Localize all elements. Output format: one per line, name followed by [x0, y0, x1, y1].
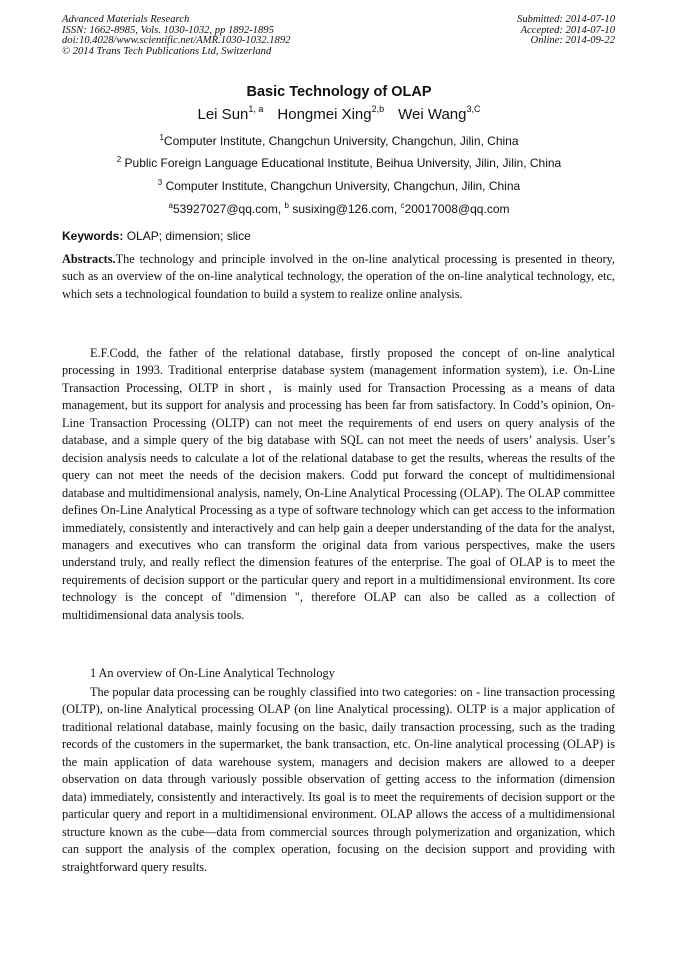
affiliation-3	[0, 178, 678, 193]
affiliation-marker: 3	[157, 178, 163, 187]
author-name: Hongmei Xing	[277, 106, 372, 123]
section-paragraph: The popular data processing can be roughly classified into two categories: on - line transaction processing (OLTP), on-line Analytical processing OLAP (on line Analytical processing). OLTP is a major application of traditional relational database, mainly focusing on the basic, daily transaction processing, such as the trading records of the customers in the supermarket, the bank transaction, etc. On-line analytical processing (OLAP) is the main application of data warehouse system, managers and decision makers are allowed to a deeper observation on data through variously possible observation of getting access to the information (dimension data) immediately, consistently and interactively. Its goal is to meet the requirements of decision support or the particular query and report in a multidimensional environment. OLAP allows the access of a multidimensional structure known as the cube—data from commercial sources through polymerization and organization, which can support the analysis of the complex operation, focusing on the decision support and providing with straightforward query results.	[62, 685, 615, 874]
author-name: Wei Wang	[398, 106, 467, 123]
email-list	[0, 201, 678, 216]
doi-line: doi:10.4028/www.scientific.net/AMR.1030-1032.1892	[62, 35, 291, 47]
submitted-date: Submitted: 2014-07-10	[517, 14, 615, 25]
dates-header	[517, 15, 615, 47]
affiliation-marker: 1	[159, 133, 164, 142]
email-address: susixing@126.com,	[289, 202, 401, 216]
affiliation-text: Computer Institute, Changchun University, Changchun, Jilin, China	[162, 179, 521, 193]
affiliation-text: Public Foreign Language Educational Institute, Beihua University, Jilin, Jilin, China	[121, 156, 562, 170]
abstract-label: Abstracts.	[62, 252, 116, 266]
email-address: 20017008@qq.com	[404, 202, 510, 216]
keywords	[62, 229, 251, 243]
author-superscript: 1, a	[248, 104, 264, 114]
abstract-text: The technology and principle involved in the on-line analytical processing is presented in theory, such as an overview of the on-line analytical technology, the operation of the on-line analytical technology, etc, which sets a technological foundation to build a system to realize online analysis.	[62, 252, 615, 301]
paper-title: Basic Technology of OLAP	[246, 84, 432, 100]
journal-header	[62, 15, 290, 57]
author-superscript: 2,b	[371, 104, 385, 114]
author-name: Lei Sun	[197, 106, 249, 123]
email-marker: b	[284, 201, 289, 210]
journal-name: Advanced Materials Research	[62, 14, 190, 25]
section-heading: 1 An overview of On-Line Analytical Technology	[90, 666, 335, 680]
affiliation-1	[0, 133, 678, 148]
accepted-date: Accepted: 2014-07-10	[520, 24, 615, 36]
email-marker: c	[400, 201, 405, 210]
copyright-line: © 2014 Trans Tech Publications Ltd, Switzerland	[62, 45, 272, 57]
author-superscript: 3,C	[466, 104, 481, 114]
email-address: 53927027@qq.com,	[172, 202, 285, 216]
affiliation-2	[0, 155, 678, 170]
online-date: Online: 2014-09-22	[530, 35, 615, 47]
keywords-text: OLAP; dimension; slice	[123, 229, 251, 243]
author-list	[0, 105, 678, 123]
issn-line: ISSN: 1662-8985, Vols. 1030-1032, pp 1892-1895	[62, 24, 274, 36]
intro-paragraph: E.F.Codd, the father of the relational database, firstly proposed the concept of on-line analytical processing in 1993. Traditional enterprise database system (management information system), i.e. On-Line Transaction Processing, OLTP in short，is mainly used for Transaction Processing as a means of data management, but its support for analysis and processing has been far from satisfactory. In Codd’s opinion, On-Line Transaction Processing (OLTP) can not meet the requirements of end users on query analysis of the database, and a simple query of the big database with SQL can not meet the needs of users’ analysis. User’s decision analysis needs to calculate a lot of the relational database to get the results, whereas the results of the query can not meet the needs of the decision makers. Codd put forward the concept of multidimensional database and multidimensional analysis, namely, On-Line Analytical Processing (OLAP). The OLAP committee defines On-Line Analytical Processing as a type of software technology which can get access to the information immediately, consistently and interactively and can help gain a deeper understanding of the data for the analyst, managers and executives who can transform the original data from various perspectives, make the users understand truly, and really reflect the dimension features of the enterprise. The goal of OLAP is to meet the requirements of decision support or the particular query and report in a multidimensional environment. Its core technology is the concept of "dimension ", therefore OLAP can also be called as a collection of multidimensional data analysis tools.	[62, 346, 615, 622]
email-marker: a	[168, 201, 173, 210]
affiliation-text: Computer Institute, Changchun University, Changchun, Jilin, China	[163, 134, 519, 148]
abstract	[62, 251, 615, 303]
keywords-label: Keywords:	[62, 229, 124, 243]
affiliation-marker: 2	[116, 155, 122, 164]
